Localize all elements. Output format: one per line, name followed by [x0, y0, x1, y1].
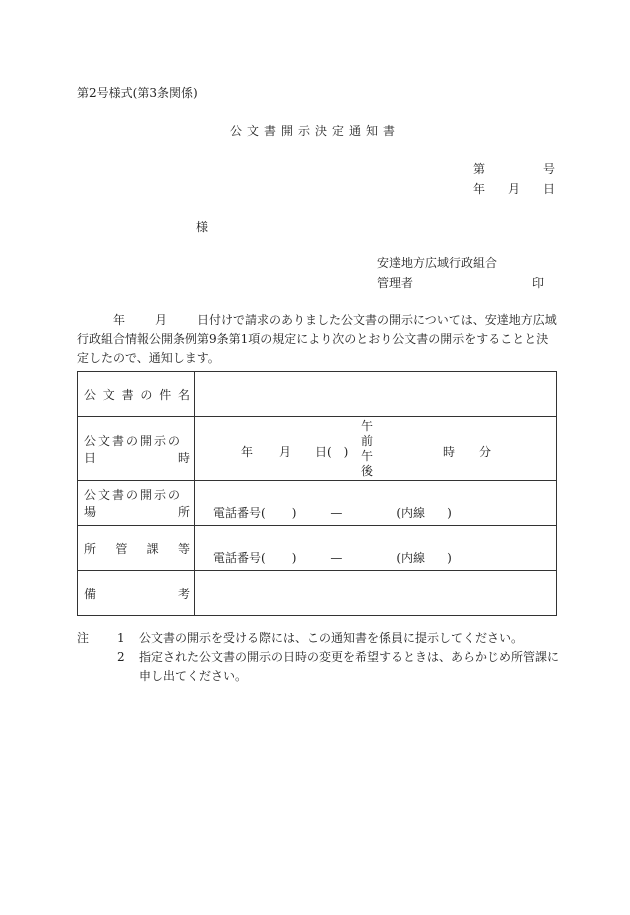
sender-organization: 安達地方広域行政組合 — [377, 256, 498, 270]
date-month: 月 — [508, 182, 521, 196]
datetime-label-a: 日 — [84, 450, 97, 465]
datetime-value-cell — [195, 417, 557, 481]
phone-dash: — — [330, 506, 343, 520]
ampm-char: 前 — [361, 434, 374, 448]
notes — [77, 629, 567, 686]
phone-dash: — — [330, 551, 343, 565]
date-day: 日 — [543, 182, 556, 196]
extension-close: ) — [447, 506, 452, 520]
phone-close: ) — [291, 506, 297, 520]
phone-label: 電話番号( — [213, 506, 266, 520]
list-item — [77, 629, 567, 648]
notification-body — [77, 311, 557, 368]
table-row — [78, 526, 557, 571]
extension-close: ) — [447, 551, 452, 565]
subject-label-char: 文 — [102, 387, 115, 402]
department-label-cell — [78, 526, 195, 571]
doc-number-prefix: 第 — [473, 162, 486, 176]
datetime-year: 年 — [241, 445, 254, 459]
remarks-label-cell — [78, 571, 195, 616]
body-year: 年 — [113, 313, 126, 327]
form-number: 第2号様式(第3条関係) — [77, 86, 198, 100]
ampm-char: 後 — [361, 464, 374, 478]
remarks-label-b: 考 — [177, 586, 190, 601]
subject-label-char: 件 — [159, 387, 172, 402]
department-label-char: 等 — [177, 541, 190, 556]
datetime-label-cell — [78, 417, 195, 481]
subject-label-char: 名 — [177, 387, 190, 402]
disclosure-table — [77, 371, 557, 616]
subject-label-char: 書 — [121, 387, 134, 402]
extension-label: (内線 — [396, 506, 426, 520]
place-label-cell — [78, 481, 195, 526]
note-text: 公文書の開示を受ける際には、この通知書を係員に提示してください。 — [139, 631, 524, 645]
datetime-label-b: 時 — [177, 450, 190, 465]
department-label-char: 管 — [115, 541, 128, 556]
document-title: 公文書開示決定通知書 — [229, 124, 400, 138]
phone-close: ) — [291, 551, 297, 565]
datetime-label-top: 公文書の開示の — [84, 433, 183, 448]
table-row — [78, 571, 557, 616]
remarks-value-cell — [195, 571, 557, 616]
table-row — [78, 372, 557, 417]
body-text: 日付けで請求のありました公文書の開示については、安達地方広域行政組合情報公開条例第9条第1項の規定により次のとおり公文書の開示をすることと決定したので、通知します。 — [77, 313, 557, 365]
remarks-label-a: 備 — [84, 586, 97, 601]
ampm-selector — [361, 419, 373, 479]
body-month: 月 — [155, 313, 168, 327]
doc-number-suffix: 号 — [543, 162, 556, 176]
extension-label: (内線 — [396, 551, 426, 565]
datetime-month: 月 — [279, 445, 292, 459]
note-text: 指定された公文書の開示の日時の変更を希望するときは、あらかじめ所管課に申し出てください。 — [139, 650, 560, 683]
place-label-top: 公文書の開示の — [84, 488, 183, 502]
phone-label: 電話番号( — [213, 551, 266, 565]
ampm-char: 午 — [361, 419, 374, 433]
seal-mark: 印 — [532, 276, 545, 290]
table-row — [78, 481, 557, 526]
department-label — [84, 540, 190, 557]
ampm-char: 午 — [361, 449, 374, 463]
note-number: 1 — [117, 631, 125, 645]
department-label-char: 課 — [146, 541, 159, 556]
place-value-cell — [195, 481, 557, 526]
sender-manager: 管理者 — [377, 276, 414, 290]
subject-label — [84, 386, 190, 403]
place-phone — [213, 504, 452, 521]
subject-label-char: の — [140, 387, 153, 402]
date-year: 年 — [473, 182, 486, 196]
note-number: 2 — [117, 650, 125, 664]
addressee-suffix: 様 — [196, 220, 209, 234]
department-phone — [213, 549, 452, 566]
datetime-hour: 時 — [443, 445, 456, 459]
table-row — [78, 417, 557, 481]
list-item — [77, 648, 567, 686]
notes-head: 注 — [77, 631, 90, 645]
subject-label-cell — [78, 372, 195, 417]
place-label-a: 場 — [84, 505, 97, 519]
datetime-day: 日( ) — [315, 445, 349, 459]
subject-value-cell — [195, 372, 557, 417]
subject-label-char: 公 — [84, 387, 97, 402]
department-label-char: 所 — [84, 541, 97, 556]
datetime-minute: 分 — [479, 445, 492, 459]
place-label-b: 所 — [177, 505, 190, 519]
department-value-cell — [195, 526, 557, 571]
